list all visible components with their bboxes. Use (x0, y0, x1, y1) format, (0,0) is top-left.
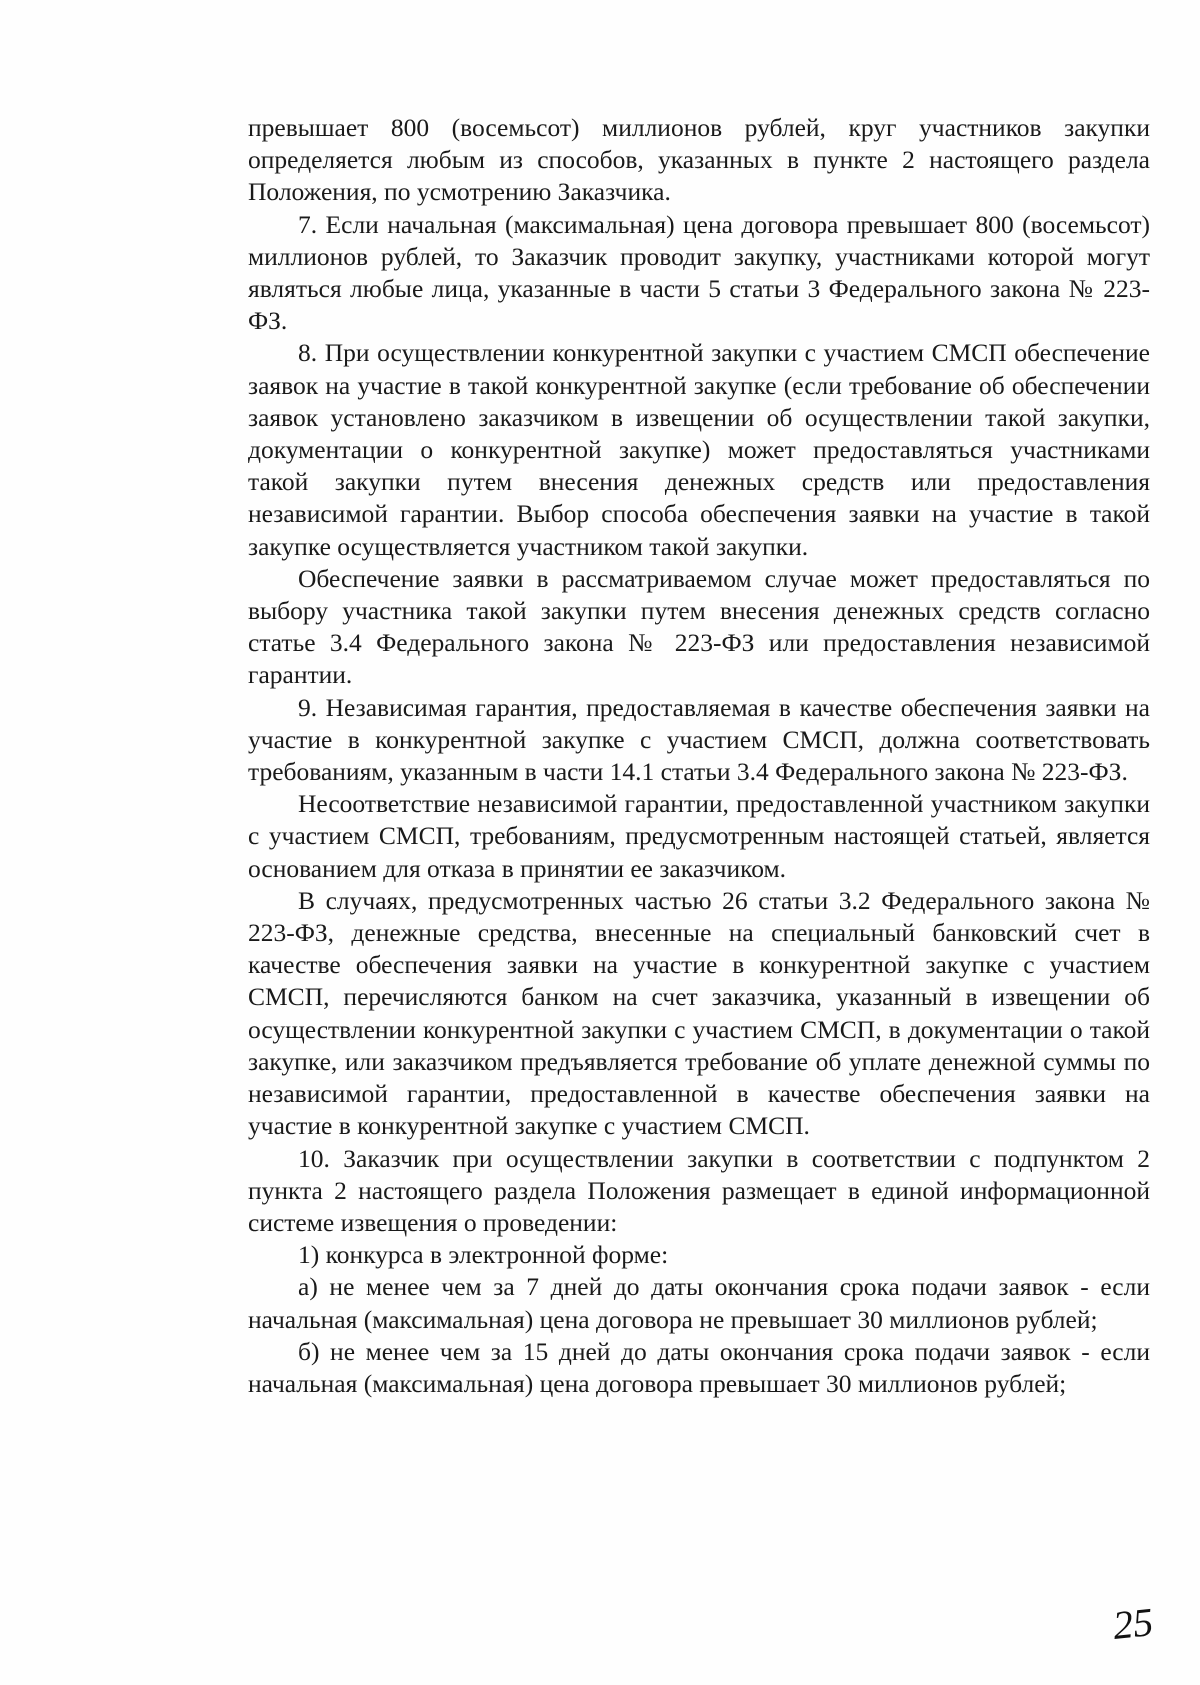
paragraph-10: а) не менее чем за 7 дней до даты окончания срока подачи заявок - если начальная (максимальная) цена договора не превышает 30 миллионов рублей; (248, 1272, 1150, 1334)
paragraph-1: превышает 800 (восемьсот) миллионов рублей, круг участников закупки определяется любым из способов, указанных в пункте 2 настоящего раздела Положения, по усмотрению Заказчика. (248, 113, 1150, 207)
paragraph-2: 7. Если начальная (максимальная) цена договора превышает 800 (восемьсот) миллионов рублей, то Заказчик проводит закупку, участниками которой могут являться любые лица, указанные в части 5 статьи 3 Федерального закона № 223-ФЗ. (248, 209, 1150, 336)
handwritten-page-number: 25 (1110, 1599, 1156, 1648)
paragraph-4: Обеспечение заявки в рассматриваемом случае может предоставляться по выбору участника такой закупки путем внесения денежных средств согласно статье 3.4 Федерального закона № 223-ФЗ или предоставления независимой гарантии. (248, 563, 1150, 690)
paragraph-8: 10. Заказчик при осуществлении закупки в соответствии с подпунктом 2 пункта 2 настоящего раздела Положения размещает в единой информационной системе извещения о проведении: (248, 1143, 1150, 1237)
document-body (248, 112, 1150, 1400)
paragraph-3: 8. При осуществлении конкурентной закупки с участием СМСП обеспечение заявок на участие в такой конкурентной закупке (если требование об обеспечении заявок установлено заказчиком в извещении об осуществлении такой закупки, документации о конкурентной закупке) может предоставляться участниками такой закупки путем внесения денежных средств или предоставления независимой гарантии. Выбор способа обеспечения заявки на участие в такой закупке осуществляется участником такой закупки. (248, 338, 1150, 561)
paragraph-5: 9. Независимая гарантия, предоставляемая в качестве обеспечения заявки на участие в конкурентной закупке с участием СМСП, должна соответствовать требованиям, указанным в части 14.1 статьи 3.4 Федерального закона № 223-ФЗ. (248, 692, 1150, 787)
paragraph-6: Несоответствие независимой гарантии, предоставленной участником закупки с участием СМСП, требованиям, предусмотренным настоящей статьей, является основанием для отказа в принятии ее заказчиком. (248, 789, 1150, 883)
paragraph-7: В случаях, предусмотренных частью 26 статьи 3.2 Федерального закона № 223-ФЗ, денежные средства, внесенные на специальный банковский счет в качестве обеспечения заявки на участие в конкурентной закупке с участием СМСП, перечисляются банком на счет заказчика, указанный в извещении об осуществлении конкурентной закупки с участием СМСП, в документации о такой закупке, или заказчиком предъявляется требование об уплате денежной суммы по независимой гарантии, предоставленной в качестве обеспечения заявки на участие в конкурентной закупке с участием СМСП. (248, 885, 1150, 1141)
paragraph-9: 1) конкурса в электронной форме: (298, 1240, 669, 1270)
paragraph-11: б) не менее чем за 15 дней до даты окончания срока подачи заявок - если начальная (максимальная) цена договора превышает 30 миллионов рублей; (248, 1336, 1150, 1398)
